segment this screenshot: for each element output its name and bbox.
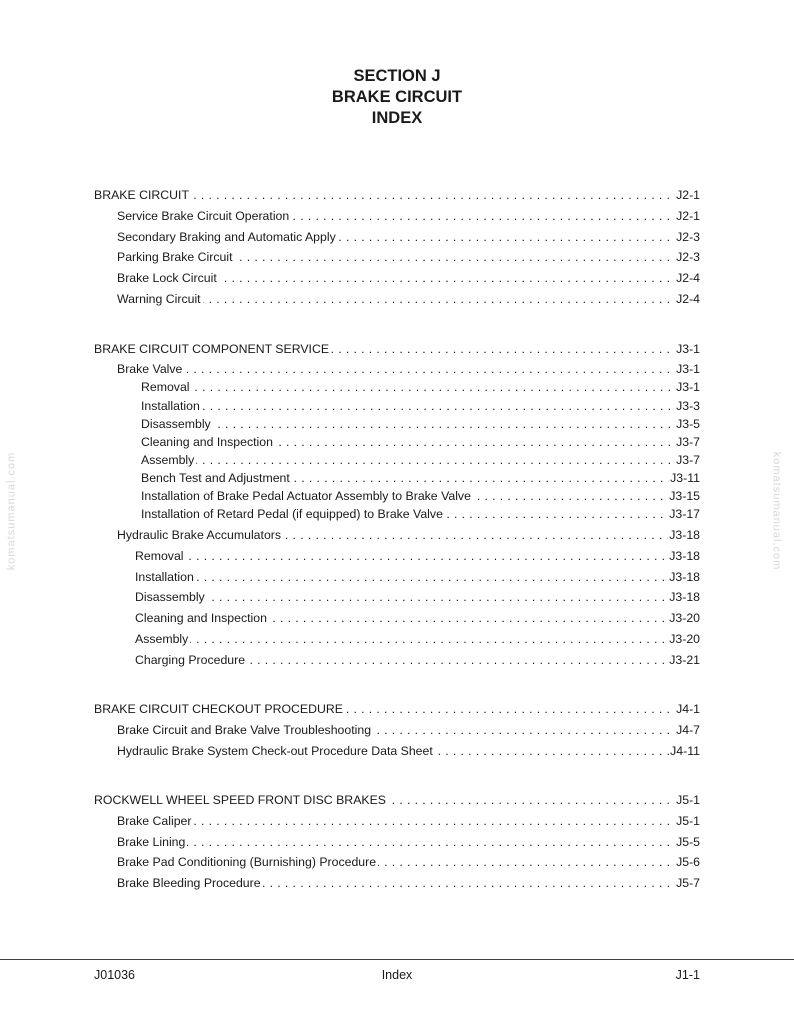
toc-label: . . . Brake Bleeding Procedure <box>117 876 261 890</box>
toc-page: J2-4 <box>676 292 700 306</box>
toc-entry[interactable] <box>117 228 700 246</box>
toc-entry[interactable] <box>117 833 700 851</box>
toc-label: . . . Removal <box>135 549 184 563</box>
toc-page: J3-3 <box>676 399 700 413</box>
toc-entry[interactable] <box>141 487 700 505</box>
toc-page: J2-4 <box>676 271 700 285</box>
toc-entry[interactable] <box>117 269 700 287</box>
toc-page: J2-1 <box>676 209 700 223</box>
toc-entry[interactable] <box>141 505 700 523</box>
toc-entry[interactable] <box>117 526 700 544</box>
toc-page: J3-7 <box>676 435 700 449</box>
toc-label: . . . Installation <box>141 399 200 413</box>
toc-entry[interactable] <box>117 721 700 739</box>
toc-label: . . . Removal <box>141 380 190 394</box>
toc-label: . . . Installation of Brake Pedal Actuator Assembly to Brake Valve <box>141 489 471 503</box>
toc-label: . . . Cleaning and Inspection <box>141 435 273 449</box>
toc-page: J3-18 <box>669 570 700 584</box>
toc-page: J4-7 <box>676 723 700 737</box>
toc-entry[interactable] <box>135 568 700 586</box>
toc-entry[interactable] <box>135 630 700 648</box>
toc-page: J3-11 <box>670 471 700 485</box>
toc-entry[interactable] <box>117 874 700 892</box>
toc-label: . . . BRAKE CIRCUIT COMPONENT SERVICE <box>94 342 330 356</box>
toc-page: J2-3 <box>676 250 700 264</box>
index-heading: INDEX <box>371 109 423 127</box>
toc-label: . . . Assembly <box>135 632 189 646</box>
toc-entry-disc-brakes[interactable] <box>94 791 700 809</box>
toc-label: . . . Brake Lock Circuit <box>117 271 217 285</box>
toc-label: . . . Cleaning and Inspection <box>135 611 267 625</box>
toc-label: . . . Installation of Retard Pedal (if equipped) to Brake Valve <box>141 507 443 521</box>
toc-label: . . . Bench Test and Adjustment <box>141 471 290 485</box>
toc-label: . . . Charging Procedure <box>135 653 246 667</box>
footer-page-number: J1-1 <box>675 968 700 982</box>
toc-page: J3-1 <box>676 362 700 376</box>
toc-label: . . . Assembly <box>141 453 195 467</box>
toc-page: J5-7 <box>676 876 700 890</box>
toc-label: . . . Secondary Braking and Automatic Apply <box>117 230 336 244</box>
toc-label: . . . Brake Pad Conditioning (Burnishing) Procedure <box>117 855 377 869</box>
toc-entry[interactable] <box>117 742 700 760</box>
toc-page: J3-18 <box>669 528 700 542</box>
toc-entry[interactable] <box>141 469 700 487</box>
toc-label: . . . Installation <box>135 570 194 584</box>
toc-label: . . . Hydraulic Brake Accumulators <box>117 528 282 542</box>
toc-page: J5-1 <box>676 814 700 828</box>
toc-page: J3-21 <box>669 653 700 667</box>
toc-label: . . . Disassembly <box>135 590 205 604</box>
footer-section-name: Index <box>381 968 413 982</box>
toc-entry[interactable] <box>141 378 700 396</box>
toc-entry-brake-circuit[interactable] <box>94 186 700 204</box>
footer-divider <box>0 959 794 960</box>
toc-entry-checkout-procedure[interactable] <box>94 700 700 718</box>
toc-label: . . . BRAKE CIRCUIT CHECKOUT PROCEDURE <box>94 702 343 716</box>
toc-page: J3-1 <box>676 380 700 394</box>
toc-page: J2-1 <box>676 188 700 202</box>
toc-entry[interactable] <box>117 248 700 266</box>
toc-page: J3-1 <box>676 342 700 356</box>
toc-entry-component-service[interactable] <box>94 340 700 358</box>
toc-label: . . . Warning Circuit <box>117 292 201 306</box>
toc-entry[interactable] <box>135 651 700 669</box>
toc-page: J3-17 <box>669 507 700 521</box>
toc-entry[interactable] <box>117 207 700 225</box>
toc-page: J4-1 <box>676 702 700 716</box>
toc-entry[interactable] <box>141 451 700 469</box>
toc-page: J5-1 <box>676 793 700 807</box>
watermark-left: komatsumanual.com <box>5 451 18 571</box>
watermark-right: komatsumanual.com <box>770 451 783 571</box>
toc-label: . . . BRAKE CIRCUIT <box>94 188 189 202</box>
toc-label: . . . Brake Circuit and Brake Valve Troubleshooting <box>117 723 372 737</box>
toc-page: J3-7 <box>676 453 700 467</box>
section-name: BRAKE CIRCUIT <box>331 88 463 106</box>
toc-entry[interactable] <box>117 360 700 378</box>
section-title <box>0 66 794 129</box>
toc-entry[interactable] <box>141 397 700 415</box>
toc-entry[interactable] <box>135 588 700 606</box>
toc-page: J3-20 <box>669 632 700 646</box>
toc-entry[interactable] <box>141 433 700 451</box>
toc-page: J3-5 <box>676 417 700 431</box>
toc-page: J2-3 <box>676 230 700 244</box>
toc-page: J5-6 <box>676 855 700 869</box>
section-label: SECTION J <box>353 67 441 85</box>
toc-label: . . . Brake Caliper <box>117 814 192 828</box>
toc-entry[interactable] <box>117 290 700 308</box>
toc-label: . . . Service Brake Circuit Operation <box>117 209 290 223</box>
toc-entry[interactable] <box>135 547 700 565</box>
toc-page: J3-18 <box>669 549 700 563</box>
toc-page: J5-5 <box>676 835 700 849</box>
toc-label: . . . Parking Brake Circuit <box>117 250 233 264</box>
toc-page: J3-18 <box>669 590 700 604</box>
toc-label: . . . Brake Lining <box>117 835 186 849</box>
toc-entry[interactable] <box>117 812 700 830</box>
toc-label: . . . Hydraulic Brake System Check-out Procedure Data Sheet <box>117 744 433 758</box>
toc-label: . . . ROCKWELL WHEEL SPEED FRONT DISC BRAKES <box>94 793 386 807</box>
toc-entry[interactable] <box>135 609 700 627</box>
toc-entry[interactable] <box>141 415 700 433</box>
footer-document-number: J01036 <box>94 968 136 982</box>
toc-entry[interactable] <box>117 853 700 871</box>
toc-label: . . . Disassembly <box>141 417 211 431</box>
toc-label: . . . Brake Valve <box>117 362 183 376</box>
toc-page: J3-20 <box>669 611 700 625</box>
toc-page: J3-15 <box>669 489 700 503</box>
toc-page: J4-11 <box>670 744 700 758</box>
